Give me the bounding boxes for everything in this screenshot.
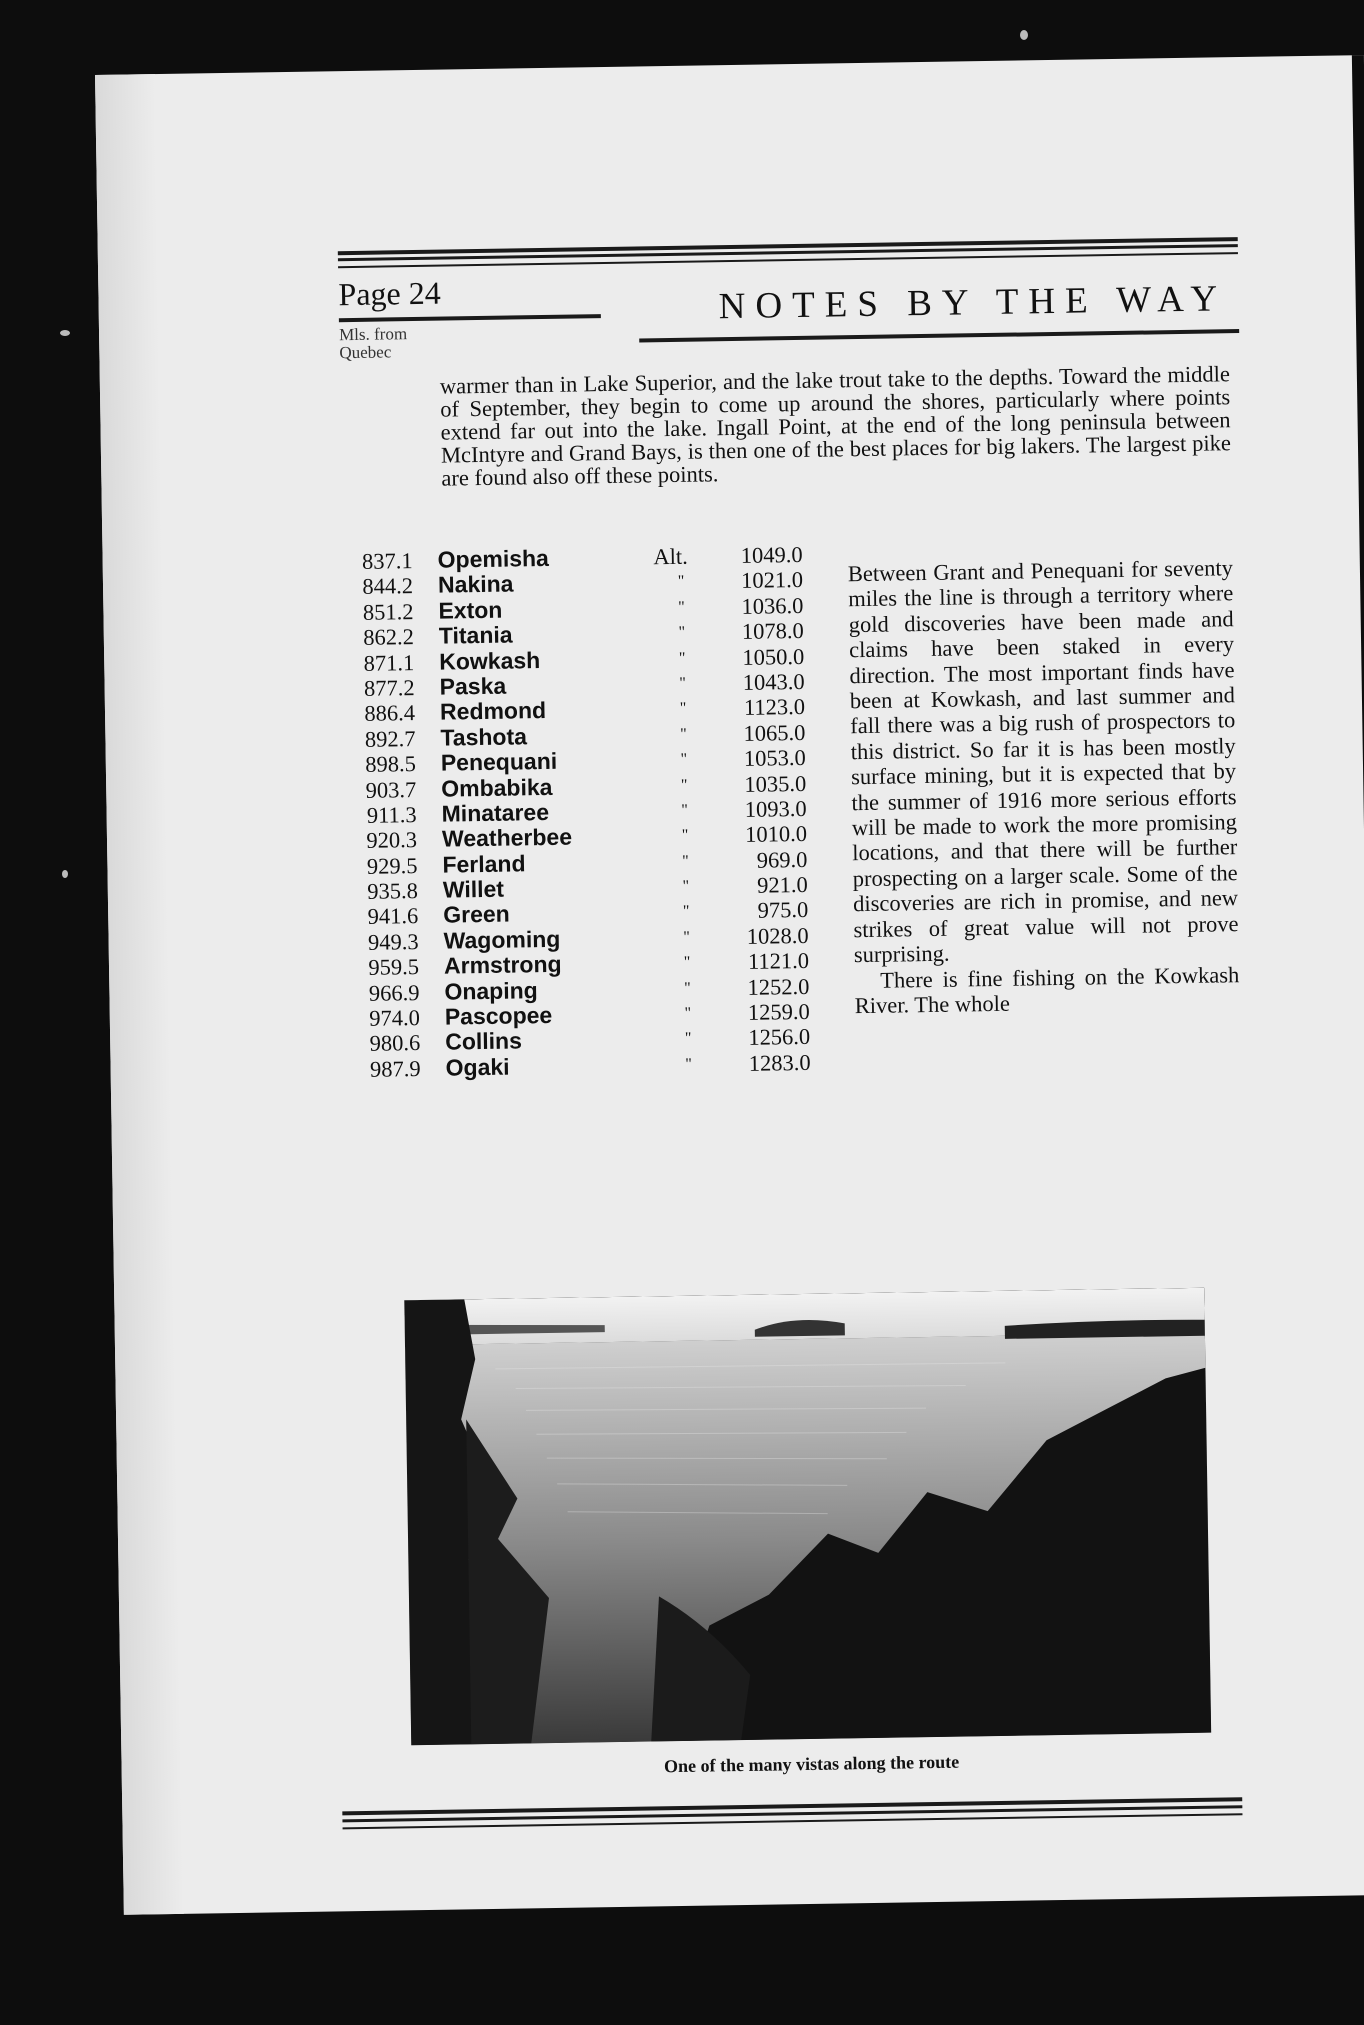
header-rule-left bbox=[339, 314, 601, 322]
altitude-marker: " bbox=[681, 827, 689, 845]
station-miles: 929.5 bbox=[366, 852, 418, 879]
altitude-marker: " bbox=[678, 649, 686, 667]
station-altitude: 1035.0 bbox=[744, 770, 807, 797]
station-name: Minataree bbox=[441, 798, 550, 827]
altitude-marker: " bbox=[682, 877, 690, 895]
station-altitude: 1053.0 bbox=[743, 745, 807, 772]
page-shadow bbox=[95, 74, 184, 1915]
bottom-rule bbox=[343, 1813, 1243, 1829]
altitude-marker: " bbox=[682, 903, 690, 921]
altitude-marker: " bbox=[685, 1055, 693, 1073]
altitude-marker: " bbox=[684, 1004, 692, 1022]
column-label-line: Mls. from bbox=[338, 324, 408, 345]
station-name: Ogaki bbox=[445, 1053, 510, 1081]
altitude-marker: Alt. bbox=[653, 543, 689, 570]
altitude-marker: " bbox=[678, 623, 686, 642]
station-altitude: 921.0 bbox=[756, 871, 808, 898]
station-altitude: 1078.0 bbox=[741, 618, 805, 645]
station-miles: 941.6 bbox=[367, 903, 419, 930]
side-paragraph: There is fine fishing on the Kowkash River. The whole bbox=[854, 961, 1240, 1019]
altitude-marker: " bbox=[679, 700, 687, 718]
station-miles: 911.3 bbox=[366, 801, 417, 828]
station-miles: 837.1 bbox=[361, 548, 413, 574]
station-altitude: 1036.0 bbox=[741, 592, 804, 619]
station-miles: 844.2 bbox=[362, 573, 414, 600]
altitude-marker: " bbox=[681, 801, 689, 819]
altitude-marker: " bbox=[683, 954, 691, 972]
station-name: Paska bbox=[439, 672, 507, 700]
station-miles: 886.4 bbox=[364, 700, 416, 727]
altitude-marker: " bbox=[682, 852, 689, 870]
station-name: Collins bbox=[445, 1027, 523, 1056]
scan-speck bbox=[60, 330, 70, 336]
station-altitude: 1028.0 bbox=[746, 922, 809, 949]
scan-speck bbox=[62, 870, 68, 878]
altitude-marker: " bbox=[684, 979, 691, 997]
intro-paragraph: warmer than in Lake Superior, and the lake trout take to the depths. Toward the middle of September, they begin to come up around the shores, particularly where points extend far out into the lake. Ingall Point, at the end of the long peninsula between McIntyre and Grand Bays, is then one of the best places for big lakers. The largest pike are found also off these points. bbox=[439, 361, 1232, 491]
station-miles: 877.2 bbox=[363, 675, 415, 701]
altitude-marker: " bbox=[684, 1030, 692, 1048]
station-altitude: 969.0 bbox=[756, 846, 808, 873]
station-name: Opemisha bbox=[437, 544, 550, 573]
station-altitude: 1065.0 bbox=[743, 719, 806, 746]
header-rule-right bbox=[639, 329, 1239, 342]
altitude-marker: " bbox=[680, 750, 688, 769]
station-altitude: 1259.0 bbox=[747, 998, 810, 1025]
station-miles: 980.6 bbox=[369, 1030, 421, 1057]
running-head: NOTES BY THE WAY bbox=[718, 278, 1228, 328]
station-name: Titania bbox=[438, 621, 513, 649]
station-miles: 949.3 bbox=[367, 928, 419, 955]
station-name: Redmond bbox=[439, 697, 547, 726]
station-altitude: 1049.0 bbox=[740, 541, 803, 568]
altitude-marker: " bbox=[678, 598, 685, 616]
station-name: Tashota bbox=[440, 723, 528, 751]
station-miles: 898.5 bbox=[365, 751, 417, 777]
station-name: Green bbox=[443, 901, 510, 929]
scan-speck bbox=[1020, 30, 1028, 40]
altitude-marker: " bbox=[677, 573, 685, 591]
station-miles: 974.0 bbox=[369, 1005, 421, 1031]
station-miles: 935.8 bbox=[367, 878, 419, 904]
station-name: Kowkash bbox=[439, 646, 541, 675]
photo-caption: One of the many vistas along the route bbox=[663, 1751, 960, 1777]
lake-photograph bbox=[404, 1288, 1211, 1746]
page-edge bbox=[1352, 55, 1364, 1895]
altitude-marker: " bbox=[683, 928, 691, 946]
station-miles: 892.7 bbox=[364, 725, 416, 752]
station-altitude: 1043.0 bbox=[742, 668, 805, 695]
station-name: Wagoming bbox=[443, 925, 561, 954]
side-paragraph: Between Grant and Penequani for seventy miles the line is through a territory where gold discoveries have been made and claims have been staked in every direction. The most important finds have been at Kowkash, and last summer and fall there was a big rush of prospectors to this district. So far it is has been mostly surface mining, but it is expected that by the summer of 1916 more serious efforts will be made to work the more promising locations, and that there will be further prospecting on a larger scale. Some of the discoveries are rich in promise, and new strikes of great value will not prove surprising. bbox=[847, 555, 1239, 968]
page-number: Page 24 bbox=[338, 274, 441, 313]
station-miles: 851.2 bbox=[362, 598, 414, 625]
altitude-marker: " bbox=[680, 776, 688, 794]
station-miles: 966.9 bbox=[368, 979, 420, 1006]
altitude-marker: " bbox=[679, 674, 687, 692]
station-altitude: 1121.0 bbox=[747, 948, 810, 975]
station-name: Nakina bbox=[437, 570, 514, 599]
column-label-line: Quebec bbox=[339, 342, 392, 363]
station-name: Armstrong bbox=[443, 951, 562, 979]
station-name: Onaping bbox=[444, 976, 538, 1005]
station-altitude: 1093.0 bbox=[744, 795, 807, 822]
station-miles: 920.3 bbox=[366, 827, 418, 854]
station-table bbox=[342, 542, 820, 1083]
station-miles: 987.9 bbox=[369, 1055, 421, 1082]
station-name: Exton bbox=[438, 596, 503, 624]
station-name: Ferland bbox=[442, 850, 526, 878]
station-miles: 903.7 bbox=[365, 776, 417, 803]
station-miles: 862.2 bbox=[363, 624, 415, 651]
station-name: Pascopee bbox=[444, 1001, 553, 1030]
top-rule bbox=[338, 252, 1238, 268]
station-altitude: 1050.0 bbox=[742, 643, 805, 670]
scanned-page bbox=[95, 55, 1364, 1915]
station-altitude: 975.0 bbox=[757, 897, 809, 924]
station-name: Penequani bbox=[440, 747, 558, 776]
station-altitude: 1252.0 bbox=[747, 973, 810, 1000]
station-altitude: 1256.0 bbox=[748, 1024, 811, 1051]
station-altitude: 1283.0 bbox=[748, 1049, 811, 1076]
station-name: Willet bbox=[442, 875, 505, 903]
column-label bbox=[339, 325, 408, 362]
station-altitude: 1021.0 bbox=[740, 567, 804, 594]
station-altitude: 1010.0 bbox=[744, 821, 808, 848]
station-name: Weatherbee bbox=[441, 823, 573, 852]
station-altitude: 1123.0 bbox=[743, 694, 806, 721]
page-content bbox=[337, 157, 1240, 1777]
station-miles: 871.1 bbox=[363, 649, 415, 676]
side-column-text bbox=[848, 555, 1240, 1018]
altitude-marker: " bbox=[680, 725, 687, 743]
station-miles: 959.5 bbox=[368, 954, 420, 981]
station-name: Ombabika bbox=[441, 773, 553, 802]
